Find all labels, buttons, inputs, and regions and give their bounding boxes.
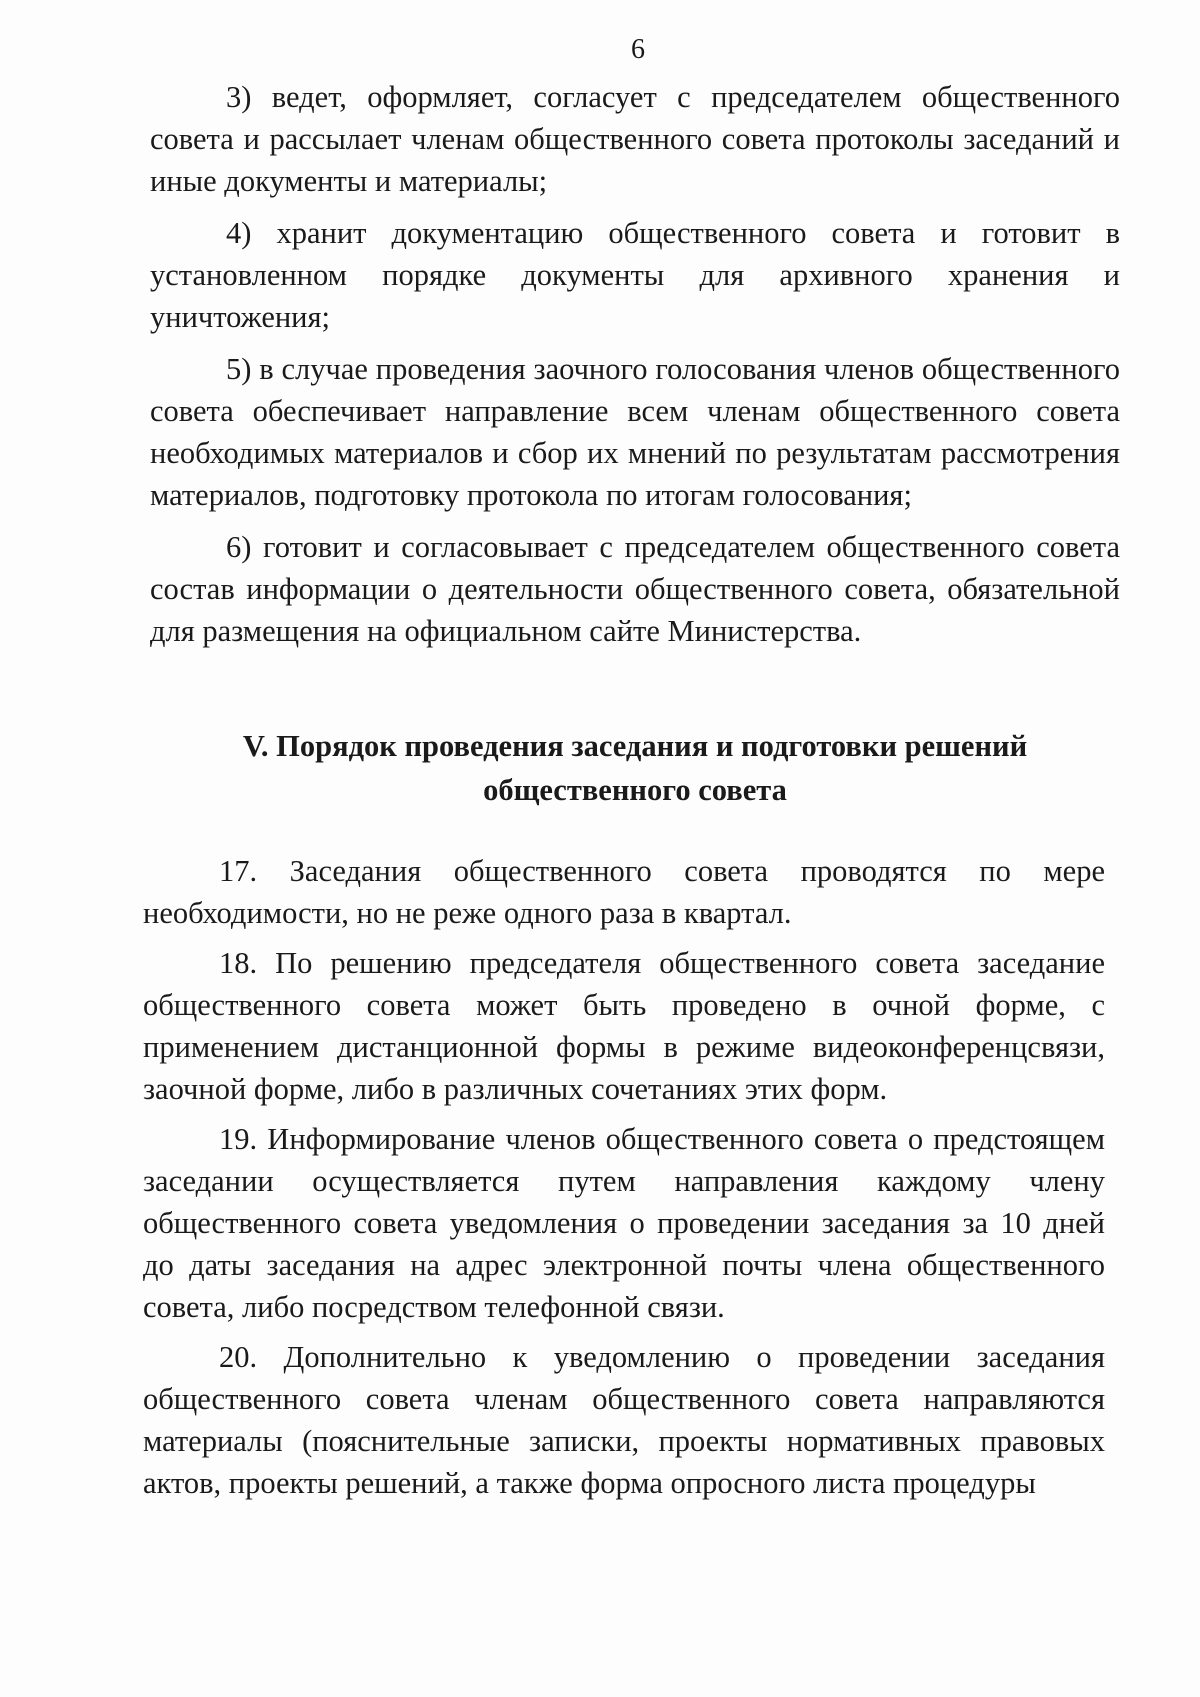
clause-17: 17. Заседания общественного совета проводятся по мере необходимости, но не реже одного раза в квартал. (143, 854, 1105, 930)
section-heading (150, 724, 1120, 812)
duty-item-3: 3) ведет, оформляет, согласует с председателем общественного совета и рассылает членам общественного совета протоколы заседаний и иные документы и материалы; (150, 80, 1120, 198)
clause-18: 18. По решению председателя общественного совета заседание общественного совета может быть проведено в очной форме, с применением дистанционной формы в режиме видеоконференцсвязи, заочной форме, либо в различных сочетаниях этих форм. (143, 946, 1105, 1106)
section-heading-line-2: общественного совета (483, 773, 787, 807)
duty-item-5: 5) в случае проведения заочного голосования членов общественного совета обеспечивает направление всем членам общественного совета необходимых материалов и сбор их мнений по результатам рассмотрения материалов, подготовку протокола по итогам голосования; (150, 352, 1120, 512)
secretary-duties-list (150, 76, 1120, 662)
duty-item-6: 6) готовит и согласовывает с председателем общественного совета состав информации о деятельности общественного совета, обязательной для размещения на официальном сайте Министерства. (150, 530, 1120, 648)
meeting-procedure-clauses (143, 850, 1105, 1512)
duty-item-4: 4) хранит документацию общественного совета и готовит в установленном порядке документы для архивного хранения и уничтожения; (150, 216, 1120, 334)
clause-20: 20. Дополнительно к уведомлению о проведении заседания общественного совета членам общественного совета направляются материалы (пояснительные записки, проекты нормативных правовых актов, проекты решений, а также форма опросного листа процедуры (143, 1340, 1105, 1500)
section-heading-line-1: V. Порядок проведения заседания и подготовки решений (242, 729, 1028, 763)
page-number: 6 (631, 34, 645, 65)
clause-19: 19. Информирование членов общественного совета о предстоящем заседании осуществляется путем направления каждому члену общественного совета уведомления о проведении заседания за 10 дней до даты заседания на адрес электронной почты члена общественного совета, либо посредством телефонной связи. (143, 1122, 1105, 1324)
